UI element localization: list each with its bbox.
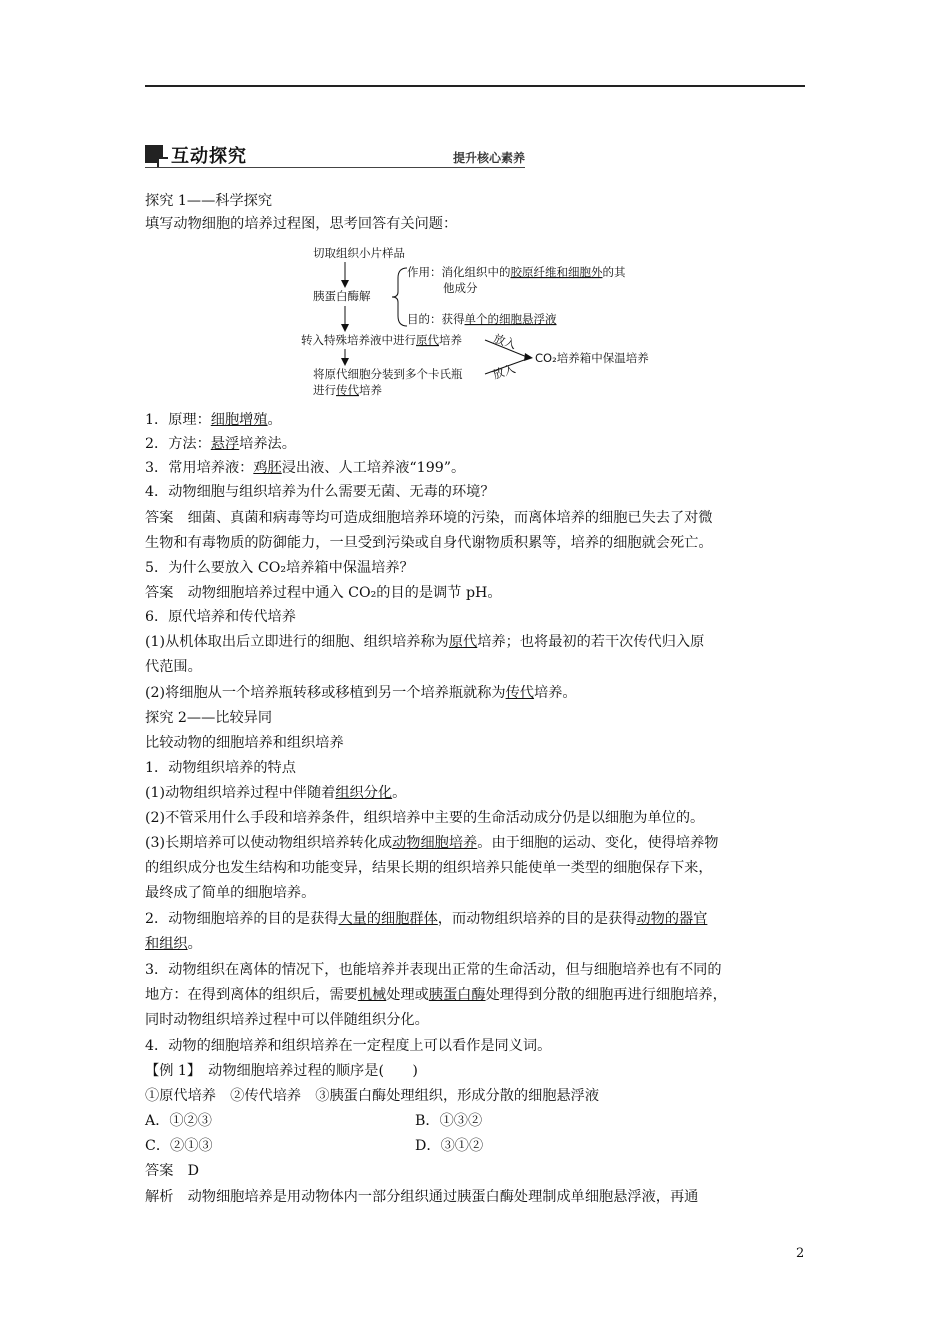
line-22: 2．动物细胞培养的目的是获得大量的细胞群体，而动物组织培养的目的是获得动物的器官 [145,911,708,927]
section-subtitle: 提升核心素养 [452,151,525,165]
diagram-put-in-2: 放入 [490,361,518,382]
line-33: 解析 动物细胞培养是用动物体内一部分组织通过胰蛋白酶处理制成单细胞悬浮液，再通 [145,1189,699,1205]
diagram-purpose: 目的：获得单个的细胞悬浮液 [407,312,557,326]
line-24: 3．动物组织在离体的情况下，也能培养并表现出正常的生命活动，但与细胞培养也有不同的 [145,962,722,978]
line-28: 【例 1】 动物细胞培养过程的顺序是( ) [145,1063,418,1079]
line-13: (2)将细胞从一个培养瓶转移或移植到另一个培养瓶就称为传代培养。 [145,685,577,701]
line-6: 答案 细菌、真菌和病毒等均可造成细胞培养环境的污染，而离体培养的细胞已失去了对微 [145,510,713,526]
line-3: 2．方法：悬浮培养法。 [145,436,296,452]
line-1: 填写动物细胞的培养过程图，思考回答有关问题： [145,216,458,232]
diagram-step2: 胰蛋白酶解 [313,289,371,303]
line-30: A．①②③ B．①③② [145,1113,483,1129]
line-25: 地方：在得到离体的组织后，需要机械处理或胰蛋白酶处理得到分散的细胞再进行细胞培养， [145,987,727,1003]
line-29: ①原代培养 ②传代培养 ③胰蛋白酶处理组织，形成分散的细胞悬浮液 [145,1088,600,1104]
line-2: 1．原理：细胞增殖。 [145,412,282,428]
line-17: (1)动物组织培养过程中伴随着组织分化。 [145,785,407,801]
line-16: 1．动物组织培养的特点 [145,760,296,776]
header-rule [145,85,805,87]
line-20: 的组织成分也发生结构和功能变异，结果长期的组织培养只能使单一类型的细胞保存下来， [145,860,713,876]
line-12: 代范围。 [145,659,202,675]
line-9: 答案 动物细胞培养过程中通入 CO₂的目的是调节 pH。 [145,585,502,601]
line-15: 比较动物的细胞培养和组织培养 [145,735,344,751]
line-7: 生物和有毒物质的防御能力，一旦受到污染或自身代谢物质积累等，培养的细胞就会死亡。 [145,535,713,551]
diagram-step3: 转入特殊培养液中进行原代培养 [301,333,462,347]
line-19: (3)长期培养可以使动物组织培养转化成动物细胞培养。由于细胞的运动、变化，使得培养物 [145,835,719,851]
line-27: 4．动物的细胞培养和组织培养在一定程度上可以看作是同义词。 [145,1038,552,1054]
line-32: 答案 D [145,1163,199,1179]
line-8: 5．为什么要放入 CO₂培养箱中保温培养？ [145,560,414,576]
diagram-put-in-1: 放入 [491,331,518,352]
line-18: (2)不管采用什么手段和培养条件，组织培养中主要的生命活动成分仍是以细胞为单位的。 [145,810,705,826]
section-header [145,143,525,169]
line-10: 6．原代培养和传代培养 [145,609,296,625]
line-21: 最终成了简单的细胞培养。 [145,885,316,901]
culture-process-diagram [295,244,675,404]
line-23: 和组织。 [145,936,202,952]
diagram-effect: 作用：消化组织中的胶原纤维和细胞外的其 [407,265,626,279]
line-0: 探究 1——科学探究 [145,193,273,209]
line-4: 3．常用培养液：鸡胚浸出液、人工培养液“199”。 [145,460,466,476]
diagram-step4-line1: 将原代细胞分装到多个卡氏瓶 [313,367,463,381]
line-26: 同时动物组织培养过程中可以伴随组织分化。 [145,1012,429,1028]
line-14: 探究 2——比较异同 [145,710,273,726]
page-number: 2 [796,1246,805,1261]
section-title: 互动探究 [171,146,247,167]
line-11: (1)从机体取出后立即进行的细胞、组织培养称为原代培养；也将最初的若干次传代归入原 [145,634,705,650]
diagram-svg [295,244,675,404]
section-rule [145,167,525,168]
diagram-step4: 进行传代培养 [313,383,382,397]
diagram-step1: 切取组织小片样品 [313,246,405,260]
diagram-effect-line2: 他成分 [443,281,478,295]
diagram-co2: CO₂培养箱中保温培养 [535,351,649,365]
line-5: 4．动物细胞与组织培养为什么需要无菌、无毒的环境？ [145,484,495,500]
line-31: C．②①③ D．③①② [145,1138,484,1154]
